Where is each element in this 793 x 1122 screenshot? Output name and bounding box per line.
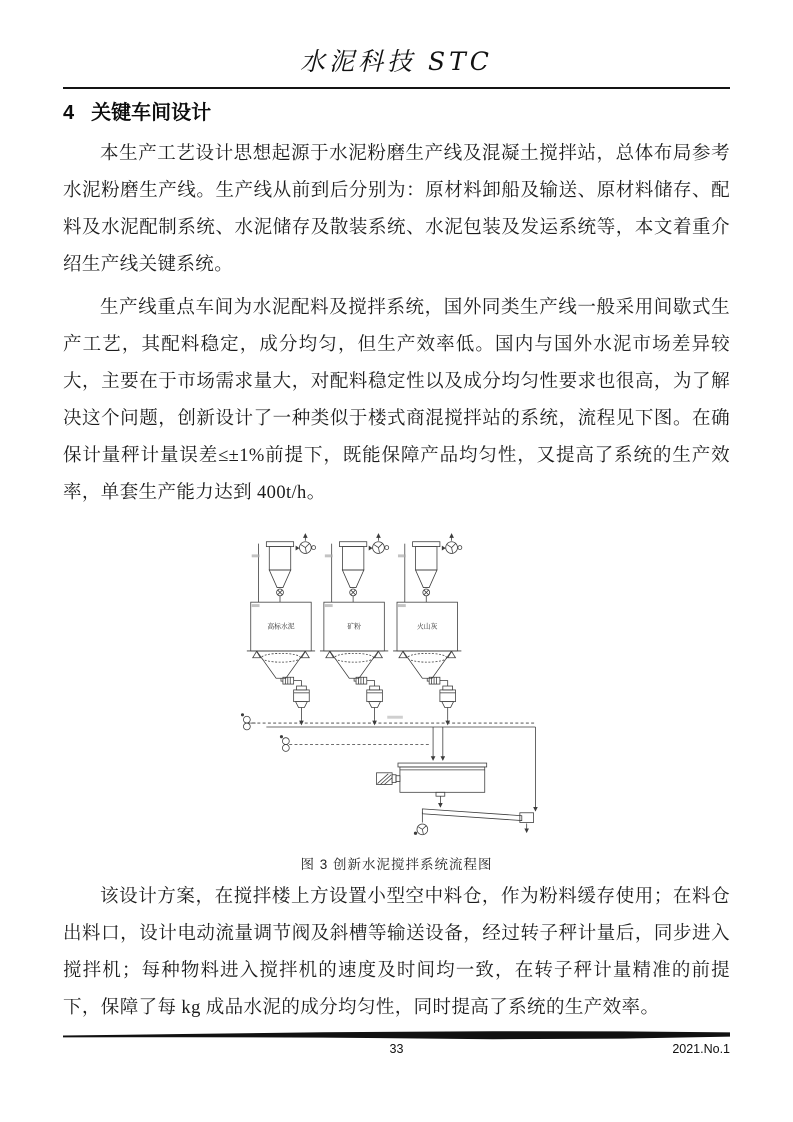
footer-numbers <box>63 1042 730 1056</box>
footer-rule <box>63 1031 730 1041</box>
silo-label-3: 火山灰 <box>416 623 437 631</box>
silo-label-1: 高标水泥 <box>266 623 295 631</box>
paragraph-2: 生产线重点车间为水泥配料及搅拌系统，国外同类生产线一般采用间歇式生产工艺，其配料稳定，成分均匀，但生产效率低。国内与国外水泥市场差异较大，主要在于市场需求量大，对配料稳定性以及成分均匀性要求也很高，为了解决这个问题，创新设计了一种类似于楼式商混搅拌站的系统，流程见下图。在确保计量秤计量误差≤±1%前提下，既能保障产品均匀性，又提高了系统的生产效率，单套生产能力达到 400t/h。 <box>63 298 730 503</box>
process-flow-diagram <box>241 524 553 850</box>
page-content <box>63 0 730 1027</box>
blower-icon-2 <box>280 736 299 752</box>
silo-label-2: 矿粉 <box>346 623 361 631</box>
conveyor <box>422 809 533 823</box>
paragraph-1: 本生产工艺设计思想起源于水泥粉磨生产线及混凝土搅拌站，总体布局参考水泥粉磨生产线。生产线从前到后分别为：原材料卸船及输送、原材料储存、配料及水泥配制系统、水泥储存及散装系统、水泥包装及发运系统等，本文着重介绍生产线关键系统。 <box>63 144 730 275</box>
section-heading <box>63 96 730 125</box>
section-title: 关键车间设计 <box>91 102 212 124</box>
page-footer <box>63 1031 730 1056</box>
issue-label: 2021.No.1 <box>672 1042 730 1056</box>
blower-icon-1 <box>241 714 255 730</box>
mixer <box>376 763 486 796</box>
figure-block <box>63 524 730 873</box>
paragraph-3: 该设计方案，在搅拌楼上方设置小型空中料仓，作为粉料缓存使用；在料仓出料口，设计电动流量调节阀及斜槽等输送设备，经过转子秤计量后，同步进入搅拌机；每种物料进入搅拌机的速度及时间均一致，在转子秤计量精准的前提下，保障了每 kg 成品水泥的成分均匀性，同时提高了系统的生产效率。 <box>63 887 730 1018</box>
page-number: 33 <box>389 1042 404 1056</box>
figure-caption: 图 3 创新水泥搅拌系统流程图 <box>300 857 493 872</box>
bottom-fan-icon <box>414 824 427 835</box>
journal-title: 水泥科技 STC <box>300 47 493 76</box>
section-number: 4 <box>63 102 75 124</box>
duct-tag <box>387 716 403 719</box>
header-rule <box>63 87 730 89</box>
